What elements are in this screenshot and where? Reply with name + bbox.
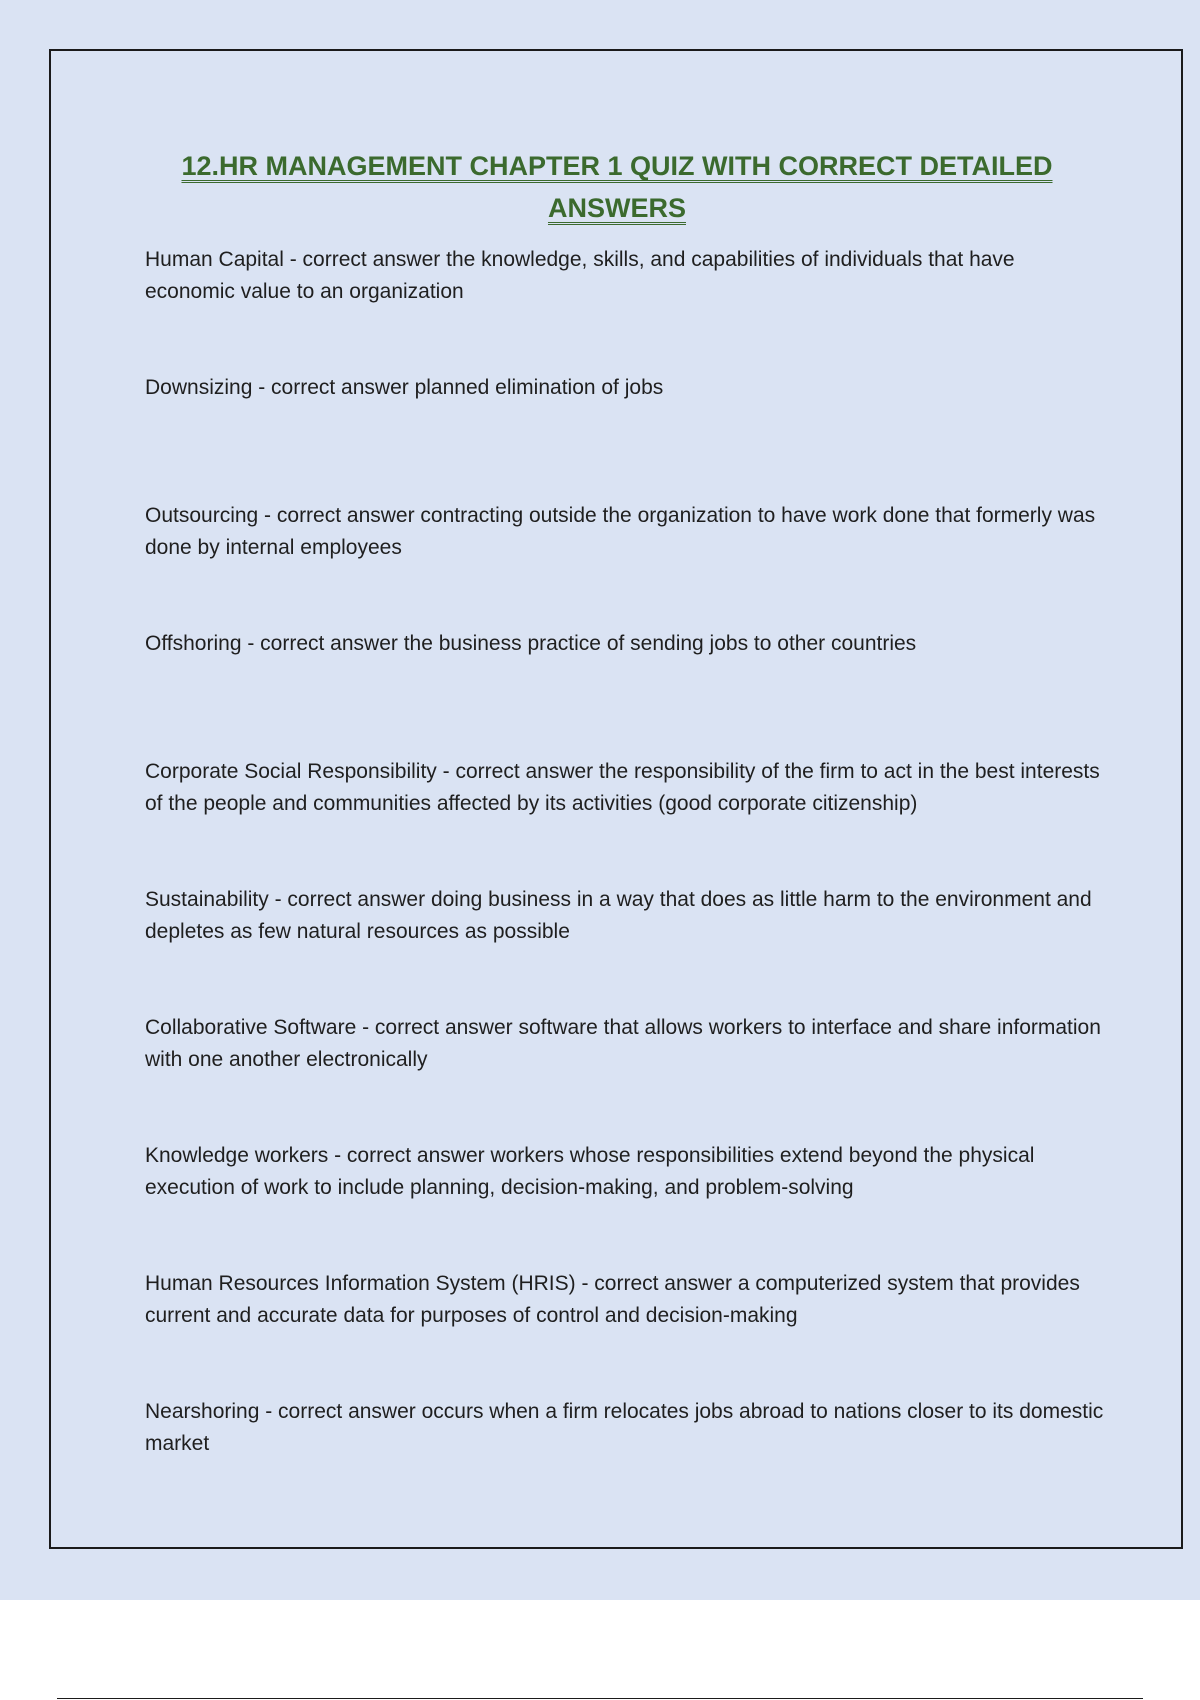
definition-sustainability: Sustainability - correct answer doing business in a way that does as little harm to the environment and depletes as few natural resources as possible xyxy=(145,888,1092,943)
definition-list xyxy=(145,244,1105,1524)
footer-divider xyxy=(57,1698,1143,1699)
definition-collaborative-software: Collaborative Software - correct answer software that allows workers to interface and share information with one another electronically xyxy=(145,1016,1101,1071)
document-title: 12.HR MANAGEMENT CHAPTER 1 QUIZ WITH CORRECT DETAILED ANSWERS xyxy=(181,151,1053,223)
definition-nearshoring: Nearshoring - correct answer occurs when a firm relocates jobs abroad to nations closer to its domestic market xyxy=(145,1400,1104,1455)
definition-downsizing: Downsizing - correct answer planned elimination of jobs xyxy=(145,376,664,399)
definition-corporate-social-responsibility: Corporate Social Responsibility - correct answer the responsibility of the firm to act in the best interests of the people and communities affected by its activities (good corporate citizenship) xyxy=(145,760,1100,815)
definition-offshoring: Offshoring - correct answer the business practice of sending jobs to other countries xyxy=(145,632,917,655)
definition-human-capital: Human Capital - correct answer the knowledge, skills, and capabilities of individuals that have economic value to an organization xyxy=(145,248,1015,303)
definition-knowledge-workers: Knowledge workers - correct answer workers whose responsibilities extend beyond the physical execution of work to include planning, decision-making, and problem-solving xyxy=(145,1144,1035,1199)
definition-outsourcing: Outsourcing - correct answer contracting outside the organization to have work done that formerly was done by internal employees xyxy=(145,504,1096,559)
definition-hris: Human Resources Information System (HRIS) - correct answer a computerized system that provides current and accurate data for purposes of control and decision-making xyxy=(145,1272,1080,1327)
